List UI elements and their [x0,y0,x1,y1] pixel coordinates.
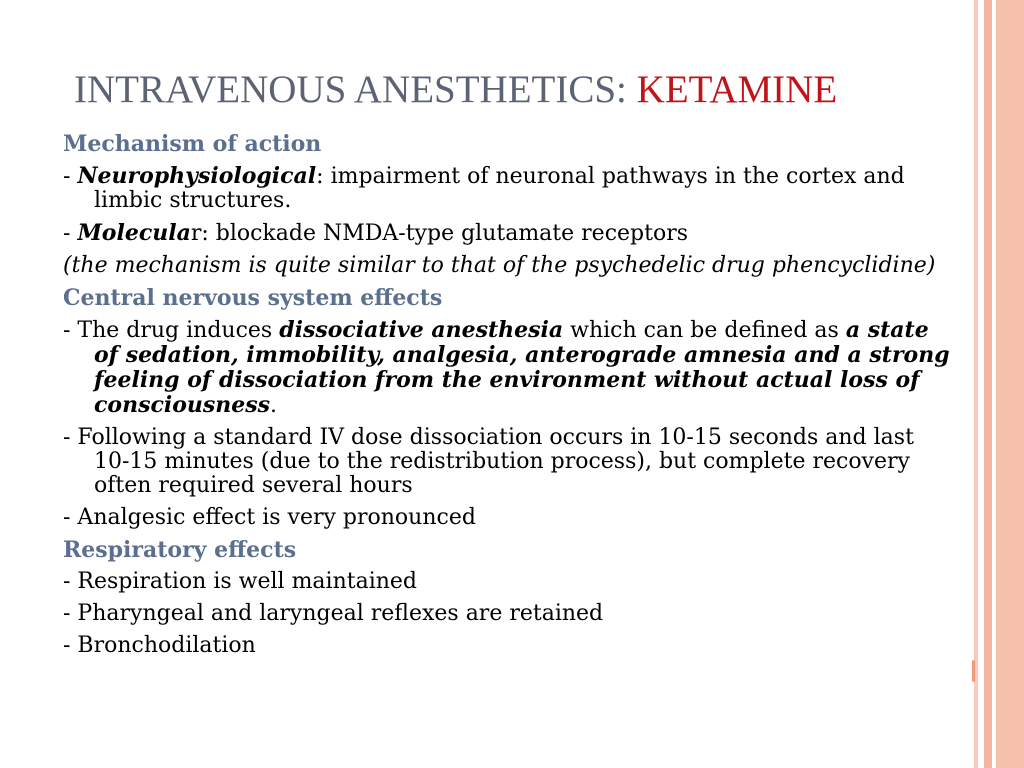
term-dissociative-anesthesia: dissociative anesthesia [279,317,564,343]
cns-onset-duration: - Following a standard IV dose dissociation occurs in 10-15 seconds and last 10-15 minutes (due to the redistribution process), but complete recovery often required several hours [63,425,914,498]
mechanism-neurophysiological [63,164,953,213]
section-heading-mechanism: Mechanism of action [63,131,322,157]
border-stripe-thin [974,0,978,768]
mechanism-molecular [63,221,953,246]
respiratory-item: - Respiration is well maintained [63,569,418,594]
bullet-dash: - [63,221,78,246]
bullet-dash: - [63,164,78,189]
decorative-border-stripes [974,0,1024,768]
border-stripe-wide [996,0,1024,768]
cns-p1-middle: which can be defined as [563,318,846,343]
cns-p1-end: . [270,393,278,418]
section-heading-cns: Central nervous system effects [63,285,443,311]
title-highlight: KETAMINE [636,68,838,111]
cns-dissociative-anesthesia [63,318,953,418]
respiratory-item: - Pharyngeal and laryngeal reflexes are retained [63,601,604,626]
section-heading-respiratory: Respiratory effects [63,537,297,563]
term-molecular: Molecula [77,220,191,246]
cns-analgesic-effect: - Analgesic effect is very pronounced [63,505,476,530]
respiratory-item: - Bronchodilation [63,633,256,658]
border-stripe-medium [984,0,992,768]
edge-accent-mark [972,660,975,682]
slide-body [63,132,953,666]
dissociation-definition: a state of sedation, immobility, analgesia, anterograde amnesia and a strong feeling of dissociation from the environment without actual loss of consciousness [94,317,950,418]
mechanism-note: (the mechanism is quite similar to that of the psychedelic drug phencyclidine) [63,253,936,278]
slide-title [74,66,974,114]
term-neurophysiological: Neurophysiological [77,163,317,189]
title-prefix: INTRAVENOUS ANESTHETICS: [74,68,637,111]
cns-p1-prefix: - The drug induces [63,318,280,343]
molecular-text: r: blockade NMDA-type glutamate receptors [190,221,689,246]
neurophysiological-text: : impairment of neuronal pathways in the cortex and limbic structures. [94,164,905,213]
